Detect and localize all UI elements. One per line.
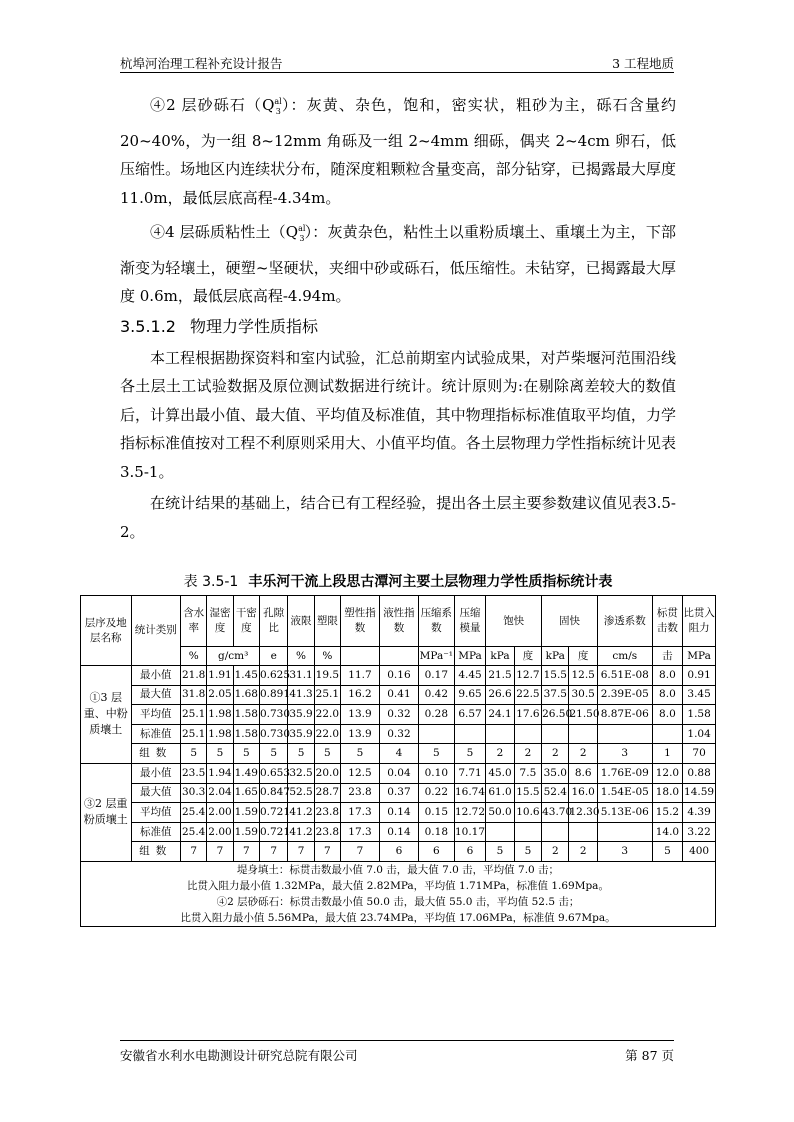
value-cell: 23.8: [314, 822, 340, 842]
value-cell: 0.42: [418, 685, 454, 705]
value-cell: 12.72: [454, 803, 486, 823]
value-cell: 2.39E-05: [597, 685, 652, 705]
value-cell: 21.8: [181, 666, 207, 686]
value-cell: 7: [314, 842, 340, 862]
value-cell: 41.2: [288, 803, 314, 823]
unit-cell: 度: [569, 647, 597, 666]
value-cell: 6: [379, 842, 418, 862]
value-cell: 12.30: [569, 803, 597, 823]
th-wet-density: 湿密度: [207, 596, 233, 647]
value-cell: 11.7: [341, 666, 380, 686]
th-category: 统计类别: [131, 596, 180, 666]
value-cell: 6.57: [454, 705, 486, 725]
note-line: 比贯入阻力最小值 5.56MPa，最大值 23.74MPa，平均值 17.06MPa，标准值 9.67Mpa。: [180, 911, 616, 924]
unit-cell: [379, 647, 418, 666]
value-cell: 23.5: [181, 763, 207, 783]
value-cell: 23.8: [341, 783, 380, 803]
value-cell: 8.0: [652, 666, 683, 686]
stat-category-cell: 最大值: [131, 783, 180, 803]
value-cell: 1.76E-09: [597, 763, 652, 783]
table-notes: [81, 861, 716, 926]
unit-cell: MPa⁻¹: [418, 647, 454, 666]
table-row: [81, 842, 716, 862]
layer-name-cell: ①3 层重、中粉质壤土: [81, 666, 132, 764]
th-compress-coef: 压缩系数: [418, 596, 454, 647]
value-cell: 1.91: [207, 666, 233, 686]
unit-cell: %: [288, 647, 314, 666]
unit-cell: g/cm³: [207, 647, 260, 666]
value-cell: 2.04: [207, 783, 233, 803]
value-cell: 0.653: [259, 763, 287, 783]
table-row: [81, 822, 716, 842]
value-cell: 16.2: [341, 685, 380, 705]
th-cone-resistance: 比贯入阻力: [683, 596, 716, 647]
value-cell: 1: [652, 744, 683, 764]
table-row: [81, 783, 716, 803]
value-cell: 5: [652, 842, 683, 862]
value-cell: [569, 724, 597, 744]
value-cell: 35.9: [288, 724, 314, 744]
value-cell: 45.0: [486, 763, 514, 783]
stat-category-cell: 平均值: [131, 705, 180, 725]
value-cell: 2.00: [207, 803, 233, 823]
layer-name-cell: ③2 层重粉质壤土: [81, 763, 132, 861]
value-cell: 6.51E-08: [597, 666, 652, 686]
value-cell: [514, 822, 541, 842]
table-header-row: [81, 596, 716, 647]
value-cell: 41.2: [288, 822, 314, 842]
unit-cell: 击: [652, 647, 683, 666]
stat-category-cell: 组数: [131, 842, 180, 862]
paragraph-layer-4-2: [120, 88, 676, 212]
value-cell: 5: [207, 744, 233, 764]
table-row: [81, 744, 716, 764]
value-cell: 3: [597, 842, 652, 862]
value-cell: 21.5: [486, 666, 514, 686]
value-cell: 20.0: [314, 763, 340, 783]
value-cell: 24.1: [486, 705, 514, 725]
value-cell: 0.04: [379, 763, 418, 783]
value-cell: [418, 724, 454, 744]
unit-cell: cm/s: [597, 647, 652, 666]
stat-category-cell: 标准值: [131, 822, 180, 842]
value-cell: 25.1: [314, 685, 340, 705]
value-cell: 0.730: [259, 705, 287, 725]
value-cell: 6: [418, 842, 454, 862]
paragraph-layer-4-4: [120, 215, 676, 311]
th-water-content: 含水率: [181, 596, 207, 647]
geologic-age-sup: al: [274, 97, 282, 106]
value-cell: 26.6: [486, 685, 514, 705]
paragraph-text: ）：灰黄、杂色，饱和，密实状，粗砂为主，砾石含量约20~40%，为一组 8~12mm 角砾及一组 2~4mm 细砾，偶夹 2~4cm 卵石，低压缩性。场地区内连续状分布，随深度粗颗粒含量变高，部分钻穿，已揭露最大厚度 11.0m，最低层底高程-4.34m。: [120, 96, 676, 207]
value-cell: 0.721: [259, 822, 287, 842]
th-layer: 层序及地层名称: [81, 596, 132, 666]
value-cell: 0.15: [418, 803, 454, 823]
note-line: ④2 层砂砾石：标贯击数最小值 50.0 击，最大值 55.0 击，平均值 52.5 击；: [216, 895, 580, 908]
value-cell: 7: [207, 842, 233, 862]
stat-category-cell: 组数: [131, 744, 180, 764]
value-cell: 2: [542, 842, 569, 862]
value-cell: 8.0: [652, 685, 683, 705]
value-cell: 1.65: [233, 783, 259, 803]
value-cell: 2: [514, 744, 541, 764]
value-cell: 7: [341, 842, 380, 862]
value-cell: 2: [542, 744, 569, 764]
value-cell: 22.5: [514, 685, 541, 705]
value-cell: 4: [379, 744, 418, 764]
value-cell: 31.8: [181, 685, 207, 705]
value-cell: 0.91: [683, 666, 716, 686]
geologic-age-sub: 3: [299, 234, 305, 243]
section-number: 3.5.1.2: [120, 316, 176, 336]
value-cell: 7.71: [454, 763, 486, 783]
value-cell: 43.70: [542, 803, 569, 823]
unit-cell: 度: [514, 647, 541, 666]
value-cell: 1.98: [207, 705, 233, 725]
value-cell: 0.16: [379, 666, 418, 686]
value-cell: 10.6: [514, 803, 541, 823]
value-cell: 10.17: [454, 822, 486, 842]
table-body: [81, 666, 716, 862]
value-cell: 0.730: [259, 724, 287, 744]
th-dry-density: 干密度: [233, 596, 259, 647]
page-body: [120, 88, 676, 554]
value-cell: 0.32: [379, 705, 418, 725]
value-cell: 14.0: [652, 822, 683, 842]
value-cell: 70: [683, 744, 716, 764]
table-caption: [80, 571, 716, 591]
unit-cell: %: [181, 647, 207, 666]
value-cell: 8.6: [569, 763, 597, 783]
value-cell: 5: [486, 842, 514, 862]
value-cell: 0.41: [379, 685, 418, 705]
table-row: [81, 724, 716, 744]
stat-category-cell: 平均值: [131, 803, 180, 823]
value-cell: 2.00: [207, 822, 233, 842]
value-cell: 37.5: [542, 685, 569, 705]
table-row: [81, 685, 716, 705]
value-cell: 0.14: [379, 803, 418, 823]
value-cell: 5.13E-06: [597, 803, 652, 823]
value-cell: 12.5: [569, 666, 597, 686]
value-cell: 1.68: [233, 685, 259, 705]
value-cell: 1.58: [233, 724, 259, 744]
value-cell: 5: [341, 744, 380, 764]
stat-category-cell: 最大值: [131, 685, 180, 705]
value-cell: 1.54E-05: [597, 783, 652, 803]
th-spt-blows: 标贯击数: [652, 596, 683, 647]
value-cell: 3.45: [683, 685, 716, 705]
value-cell: 23.8: [314, 803, 340, 823]
th-plastic-limit: 塑限: [314, 596, 340, 647]
value-cell: 1.58: [233, 705, 259, 725]
value-cell: 21.50: [569, 705, 597, 725]
value-cell: 25.1: [181, 705, 207, 725]
value-cell: 5: [181, 744, 207, 764]
table-row: [81, 803, 716, 823]
table-row: [81, 666, 716, 686]
th-liquid-limit: 液限: [288, 596, 314, 647]
value-cell: 0.847: [259, 783, 287, 803]
unit-cell: %: [314, 647, 340, 666]
value-cell: 17.6: [514, 705, 541, 725]
table-number: 表 3.5-1: [183, 574, 239, 590]
value-cell: 0.891: [259, 685, 287, 705]
value-cell: 22.0: [314, 724, 340, 744]
section-heading: [120, 314, 676, 340]
value-cell: 5: [314, 744, 340, 764]
th-plasticity-index: 塑性指数: [341, 596, 380, 647]
note-line: 堤身填土：标贯击数最小值 7.0 击，最大值 7.0 击，平均值 7.0 击；: [236, 863, 560, 876]
stat-category-cell: 标准值: [131, 724, 180, 744]
value-cell: 5: [514, 842, 541, 862]
value-cell: 13.9: [341, 705, 380, 725]
page-footer: [120, 1040, 674, 1063]
value-cell: 8.87E-06: [597, 705, 652, 725]
value-cell: [569, 822, 597, 842]
footer-company: 安徽省水利水电勘测设计研究总院有限公司: [120, 1048, 358, 1063]
value-cell: 41.3: [288, 685, 314, 705]
unit-cell: kPa: [486, 647, 514, 666]
value-cell: 25.4: [181, 822, 207, 842]
value-cell: 32.5: [288, 763, 314, 783]
value-cell: 0.625: [259, 666, 287, 686]
unit-cell: e: [259, 647, 287, 666]
value-cell: 5: [454, 744, 486, 764]
value-cell: 22.0: [314, 705, 340, 725]
unit-cell: MPa: [683, 647, 716, 666]
table-notes-row: [81, 861, 716, 926]
value-cell: 17.3: [341, 822, 380, 842]
value-cell: 12.5: [341, 763, 380, 783]
value-cell: 0.14: [379, 822, 418, 842]
value-cell: 19.5: [314, 666, 340, 686]
value-cell: 61.0: [486, 783, 514, 803]
value-cell: 4.39: [683, 803, 716, 823]
value-cell: 1.45: [233, 666, 259, 686]
value-cell: 6: [454, 842, 486, 862]
value-cell: 1.94: [207, 763, 233, 783]
value-cell: 0.28: [418, 705, 454, 725]
layer-label: ④2 层砂砾石（Q: [150, 96, 275, 114]
value-cell: 52.4: [542, 783, 569, 803]
value-cell: [597, 822, 652, 842]
stat-category-cell: 最小值: [131, 763, 180, 783]
value-cell: 8.0: [652, 705, 683, 725]
th-compress-modulus: 压缩模量: [454, 596, 486, 647]
value-cell: 15.2: [652, 803, 683, 823]
value-cell: 4.45: [454, 666, 486, 686]
value-cell: 1.04: [683, 724, 716, 744]
section-title: 物理力学性质指标: [189, 316, 318, 336]
value-cell: [514, 724, 541, 744]
unit-cell: kPa: [542, 647, 569, 666]
value-cell: 52.5: [288, 783, 314, 803]
value-cell: [486, 724, 514, 744]
th-consolidated-quick: 固快: [542, 596, 598, 647]
value-cell: 25.1: [181, 724, 207, 744]
value-cell: 1.59: [233, 822, 259, 842]
value-cell: 0.22: [418, 783, 454, 803]
value-cell: 0.32: [379, 724, 418, 744]
value-cell: 25.4: [181, 803, 207, 823]
value-cell: [486, 822, 514, 842]
header-report-title: 杭埠河治理工程补充设计报告: [120, 56, 283, 71]
note-line: 比贯入阻力最小值 1.32MPa，最大值 2.82MPa，平均值 1.71MPa，标准值 1.69Mpa。: [187, 879, 609, 892]
value-cell: 2.05: [207, 685, 233, 705]
value-cell: [597, 724, 652, 744]
value-cell: 1.58: [683, 705, 716, 725]
value-cell: 2: [569, 842, 597, 862]
value-cell: 26.50: [542, 705, 569, 725]
value-cell: 0.37: [379, 783, 418, 803]
value-cell: 9.65: [454, 685, 486, 705]
value-cell: 0.17: [418, 666, 454, 686]
value-cell: 12.0: [652, 763, 683, 783]
value-cell: [454, 724, 486, 744]
value-cell: 16.0: [569, 783, 597, 803]
paragraph-statistics-method: 本工程根据勘探资料和室内试验，汇总前期室内试验成果，对芦柴堰河范围沿线各土层土工试验数据及原位测试数据进行统计。统计原则为:在剔除离差较大的数值后，计算出最小值、最大值、平均值及标准值，其中物理指标标准值取平均值，力学指标标准值按对工程不利原则采用大、小值平均值。各土层物理力学性指标统计见表 3.5-1。: [120, 348, 676, 481]
value-cell: 35.9: [288, 705, 314, 725]
value-cell: 30.3: [181, 783, 207, 803]
value-cell: 1.49: [233, 763, 259, 783]
value-cell: 1.98: [207, 724, 233, 744]
value-cell: 5: [418, 744, 454, 764]
value-cell: 0.10: [418, 763, 454, 783]
value-cell: 17.3: [341, 803, 380, 823]
value-cell: 12.7: [514, 666, 541, 686]
value-cell: 31.1: [288, 666, 314, 686]
value-cell: 2: [569, 744, 597, 764]
value-cell: 0.721: [259, 803, 287, 823]
th-void-ratio: 孔隙比: [259, 596, 287, 647]
value-cell: [542, 724, 569, 744]
geologic-age-sub: 3: [275, 107, 281, 116]
value-cell: 400: [683, 842, 716, 862]
paragraph-text: ）：灰黄杂色，粘性土以重粉质壤土、重壤土为主，下部渐变为轻壤土，硬塑~坚硬状，夹细中砂或砾石，低压缩性。未钻穿，已揭露最大厚度 0.6m，最低层底高程-4.94m。: [120, 223, 676, 305]
stat-category-cell: 最小值: [131, 666, 180, 686]
table-row: [81, 705, 716, 725]
value-cell: 7: [259, 842, 287, 862]
value-cell: [652, 724, 683, 744]
table-title: 丰乐河干流上段思古潭河主要土层物理力学性质指标统计表: [248, 574, 613, 590]
value-cell: 15.5: [514, 783, 541, 803]
value-cell: 3.22: [683, 822, 716, 842]
value-cell: 18.0: [652, 783, 683, 803]
soil-properties-table: [80, 595, 716, 927]
value-cell: 35.0: [542, 763, 569, 783]
value-cell: 0.18: [418, 822, 454, 842]
value-cell: 3: [597, 744, 652, 764]
value-cell: 14.59: [683, 783, 716, 803]
value-cell: [542, 822, 569, 842]
unit-cell: MPa: [454, 647, 486, 666]
value-cell: 5: [288, 744, 314, 764]
value-cell: 7.5: [514, 763, 541, 783]
value-cell: 16.74: [454, 783, 486, 803]
table-row: [81, 763, 716, 783]
page-header: [120, 52, 674, 73]
value-cell: 7: [233, 842, 259, 862]
value-cell: 30.5: [569, 685, 597, 705]
header-chapter: 3 工程地质: [612, 56, 674, 71]
th-permeability: 渗透系数: [597, 596, 652, 647]
value-cell: 28.7: [314, 783, 340, 803]
paragraph-suggested-values: 在统计结果的基础上，结合已有工程经验，提出各土层主要参数建议值见表3.5-2。: [120, 494, 676, 541]
th-saturated-quick: 饱快: [486, 596, 542, 647]
geologic-age-sup: al: [298, 224, 306, 233]
value-cell: 13.9: [341, 724, 380, 744]
th-liquidity-index: 液性指数: [379, 596, 418, 647]
value-cell: 2: [486, 744, 514, 764]
layer-label: ④4 层砾质粘性土（Q: [150, 223, 299, 241]
value-cell: 1.59: [233, 803, 259, 823]
value-cell: 50.0: [486, 803, 514, 823]
footer-page-number: 第 87 页: [625, 1048, 674, 1063]
value-cell: 5: [233, 744, 259, 764]
value-cell: 0.88: [683, 763, 716, 783]
value-cell: 7: [181, 842, 207, 862]
value-cell: 15.5: [542, 666, 569, 686]
value-cell: 5: [259, 744, 287, 764]
value-cell: 7: [288, 842, 314, 862]
unit-cell: [341, 647, 380, 666]
